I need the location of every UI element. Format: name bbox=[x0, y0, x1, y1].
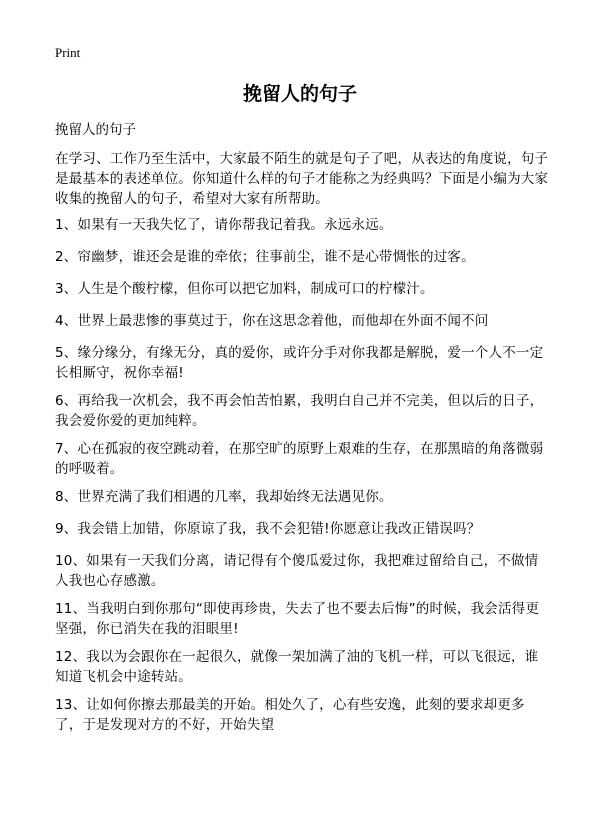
sentence-item-13: 13、让如何你擦去那最美的开始。相处久了，心有些安逸，此刻的要求却更多了，于是发现对方的不好，开始失望 bbox=[55, 697, 525, 733]
sentence-item-8: 8、世界充满了我们相遇的几率，我却始终无法遇见你。 bbox=[55, 489, 393, 505]
sentence-item-7: 7、心在孤寂的夜空跳动着，在那空旷的原野上艰难的生存，在那黑暗的角落微弱的呼吸着。 bbox=[55, 441, 544, 477]
article-subtitle: 挽留人的句子 bbox=[55, 122, 136, 138]
sentence-item-4: 4、世界上最悲惨的事莫过于，你在这思念着他，而他却在外面不闻不问 bbox=[55, 313, 489, 329]
sentence-item-3: 3、人生是个酸柠檬，但你可以把它加料，制成可口的柠檬汁。 bbox=[55, 281, 434, 297]
sentence-item-1: 1、如果有一天我失忆了，请你帮我记着我。永远永远。 bbox=[55, 217, 393, 233]
sentence-item-11: 11、当我明白到你那句“即使再珍贵，失去了也不要去后悔”的时候，我会活得更坚强，你已消失在我的泪眼里! bbox=[55, 601, 540, 637]
sentence-item-12: 12、我以为会跟你在一起很久，就像一架加满了油的飞机一样，可以飞很远，谁知道飞机会中途转站。 bbox=[55, 649, 539, 685]
intro-paragraph: 在学习、工作乃至生活中，大家最不陌生的就是句子了吧，从表达的角度说，句子是最基本的表述单位。你知道什么样的句子才能称之为经典吗？下面是小编为大家收集的挽留人的句子，希望对大家有所帮助。 bbox=[55, 151, 549, 207]
sentence-item-9: 9、我会错上加错，你原谅了我，我不会犯错!你愿意让我改正错误吗？ bbox=[55, 521, 481, 537]
sentence-item-6: 6、再给我一次机会，我不再会怕苦怕累，我明白自己并不完美，但以后的日子，我会爱你爱的更加纯粹。 bbox=[55, 393, 544, 429]
page-title: 挽留人的句子 bbox=[242, 83, 357, 105]
sentence-item-10: 10、如果有一天我们分离，请记得有个傻瓜爱过你，我把难过留给自己，不做情人我也心存感激。 bbox=[55, 553, 539, 589]
print-label: Print bbox=[55, 45, 81, 60]
sentence-item-2: 2、帘幽梦，谁还会是谁的牵依；往事前尘，谁不是心带惆怅的过客。 bbox=[55, 249, 475, 265]
sentence-item-5: 5、缘分缘分，有缘无分，真的爱你，或许分手对你我都是解脱，爱一个人不一定长相厮守，祝你幸福! bbox=[55, 345, 544, 381]
